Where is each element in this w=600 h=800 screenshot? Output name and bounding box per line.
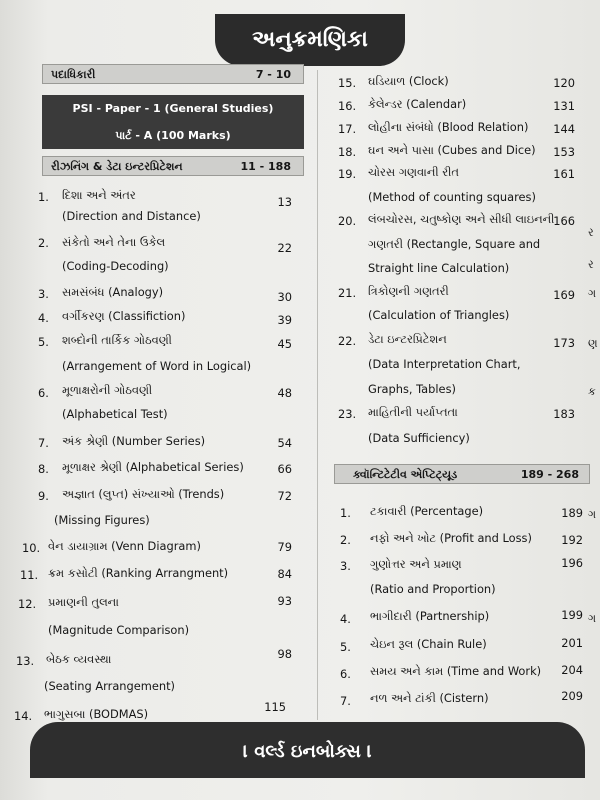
item-page: 30 [277, 290, 292, 304]
reasoning-label: રીઝનિંગ & ડેટા ઇન્ટરપ્રિટેશન [51, 160, 183, 173]
item-number: 7. [38, 436, 49, 450]
item-page: 72 [277, 489, 292, 503]
item-title: ગુણોત્તર અને પ્રમાણ [370, 557, 462, 571]
item-number: 16. [338, 99, 357, 113]
item-subtitle: (Alphabetical Test) [62, 407, 168, 421]
item-title: કેલેન્ડર (Calendar) [368, 97, 467, 111]
item-page: 22 [277, 241, 292, 255]
item-subtitle: (Ratio and Proportion) [370, 582, 496, 596]
item-number: 17. [338, 122, 357, 136]
item-page: 183 [553, 407, 575, 421]
item-page: 204 [561, 663, 583, 677]
edge-char: ક [588, 385, 596, 398]
item-subtitle: (Seating Arrangement) [44, 679, 175, 693]
item-number: 22. [338, 334, 357, 348]
item-number: 5. [340, 640, 351, 654]
item-page: 196 [561, 556, 583, 570]
item-page: 201 [561, 636, 583, 650]
item-title: ભાગુસબા (BODMAS) [44, 707, 149, 721]
item-number: 6. [340, 667, 351, 681]
item-title: ત્રિકોણની ગણતરી [368, 284, 449, 298]
item-number: 8. [38, 462, 49, 476]
item-title: ચેઇન રૂલ (Chain Rule) [370, 637, 487, 651]
item-page: 45 [277, 337, 292, 351]
item-number: 21. [338, 286, 357, 300]
paper-title: PSI - Paper - 1 (General Studies) [72, 102, 274, 115]
item-page: 192 [561, 533, 583, 547]
item-number: 10. [22, 541, 41, 555]
item-number: 3. [38, 287, 49, 301]
item-page: 131 [553, 99, 575, 113]
item-subtitle: (Method of counting squares) [368, 190, 536, 204]
item-title: ચોરસ ગણવાની રીત [368, 165, 459, 179]
item-page: 120 [553, 76, 575, 90]
item-title: નળ અને ટાંકી (Cistern) [370, 691, 489, 705]
item-title: સમસંબંધ (Analogy) [62, 285, 164, 299]
item-title: મૂળાક્ષર શ્રેણી (Alphabetical Series) [62, 460, 244, 474]
item-subtitle: Straight line Calculation) [368, 261, 510, 275]
quant-bar [334, 464, 590, 484]
item-page: 199 [561, 608, 583, 622]
item-number: 5. [38, 335, 49, 349]
item-number: 12. [18, 597, 37, 611]
item-title: દિશા અને અંતર [62, 188, 136, 202]
item-number: 19. [338, 167, 357, 181]
item-subtitle: Graphs, Tables) [368, 382, 456, 396]
edge-char: ણ [588, 337, 598, 350]
item-title: વર્ગીકરણ (Classifiction) [62, 309, 186, 323]
item-page: 93 [277, 594, 292, 608]
item-page: 169 [553, 288, 575, 302]
item-page: 66 [277, 462, 292, 476]
item-page: 79 [277, 540, 292, 554]
item-title: ઘડિયાળ (Clock) [368, 74, 449, 88]
item-page: 166 [553, 214, 575, 228]
item-page: 144 [553, 122, 575, 136]
item-title: વેન ડાયાગ્રામ (Venn Diagram) [48, 539, 201, 553]
item-page: 84 [277, 567, 292, 581]
item-page: 48 [277, 386, 292, 400]
item-page: 161 [553, 167, 575, 181]
item-subtitle: (Data Interpretation Chart, [368, 357, 521, 371]
edge-char: ર [588, 226, 594, 239]
item-title: ભાગીદારી (Partnership) [370, 609, 490, 623]
item-page: 173 [553, 336, 575, 350]
item-number: 1. [340, 506, 351, 520]
item-title: મૂળાક્ષરોની ગોઠવણી [62, 383, 153, 397]
item-number: 20. [338, 214, 357, 228]
item-number: 13. [16, 654, 35, 668]
item-subtitle: (Direction and Distance) [62, 209, 201, 223]
item-number: 9. [38, 489, 49, 503]
item-title: માહિતીની પર્યાપ્તતા [368, 405, 458, 419]
item-title: અજ્ઞાત (લુપ્ત) સંખ્યાઓ (Trends) [62, 487, 225, 501]
edge-char: ગ [588, 508, 597, 521]
item-title: ક્રમ કસોટી (Ranking Arrangment) [48, 566, 229, 580]
paper-box [42, 95, 304, 149]
item-subtitle: (Data Sufficiency) [368, 431, 470, 445]
reasoning-pages: 11 - 188 [240, 160, 291, 173]
item-number: 7. [340, 694, 351, 708]
item-title: ઘન અને પાસા (Cubes and Dice) [368, 143, 536, 157]
item-title: શબ્દોની તાર્કિક ગોઠવણી [62, 333, 172, 347]
item-title: ટકાવારી (Percentage) [370, 504, 484, 518]
edge-char: ગ [588, 287, 597, 300]
item-page: 189 [561, 506, 583, 520]
item-page: 153 [553, 145, 575, 159]
item-title: બેઠક વ્યવસ્થા [46, 652, 112, 666]
item-subtitle: (Calculation of Triangles) [368, 308, 510, 322]
edge-char: ગ [588, 612, 597, 625]
page-title: અનુક્રમણિકા [215, 14, 405, 66]
item-subtitle: (Magnitude Comparison) [48, 623, 190, 637]
column-divider [317, 70, 318, 720]
item-title: સમય અને કામ (Time and Work) [370, 664, 542, 678]
reasoning-bar [42, 156, 304, 176]
item-subtitle: ગણતરી (Rectangle, Square and [368, 237, 541, 251]
item-subtitle: (Coding-Decoding) [62, 259, 169, 273]
officer-label: પદાધિકારી [51, 68, 96, 81]
officer-bar [42, 64, 304, 84]
item-page: 39 [277, 313, 292, 327]
item-number: 23. [338, 407, 357, 421]
item-title: નફો અને ખોટ (Profit and Loss) [370, 531, 532, 545]
item-number: 15. [338, 76, 357, 90]
item-number: 18. [338, 145, 357, 159]
item-title: લોહીના સંબંધો (Blood Relation) [368, 120, 529, 134]
item-subtitle: (Arrangement of Word in Logical) [62, 359, 252, 373]
item-number: 2. [340, 533, 351, 547]
item-number: 6. [38, 386, 49, 400]
quant-pages: 189 - 268 [520, 468, 579, 481]
item-number: 3. [340, 559, 351, 573]
item-title: સંકેતો અને તેના ઉકેલ [62, 235, 166, 249]
item-number: 2. [38, 236, 49, 250]
item-title: પ્રમાણની તુલના [48, 595, 119, 609]
edge-char: ર [588, 258, 594, 271]
item-title: લંબચોરસ, ચતુષ્કોણ અને સીધી લાઇનની [368, 212, 555, 226]
item-page: 98 [277, 647, 292, 661]
item-title: ડેટા ઇન્ટરપ્રિટેશન [368, 332, 447, 346]
item-number: 14. [14, 709, 33, 723]
item-number: 11. [20, 568, 39, 582]
item-subtitle: (Missing Figures) [54, 513, 150, 527]
quant-label: ક્વૉન્ટિટેટીવ એપ્ટિટ્યૂડ [353, 468, 458, 481]
item-page: 209 [561, 689, 583, 703]
item-number: 4. [38, 311, 49, 325]
item-page: 54 [277, 436, 292, 450]
part-title: પાર્ટ - A (100 Marks) [115, 129, 231, 142]
item-number: 4. [340, 612, 351, 626]
item-page: 13 [277, 195, 292, 209]
item-title: અંક શ્રેણી (Number Series) [62, 434, 206, 448]
officer-pages: 7 - 10 [255, 68, 291, 81]
publisher-footer: । વર્લ્ડ ઇનબોક્સ । [30, 722, 585, 778]
item-number: 1. [38, 190, 49, 204]
item-page: 115 [264, 700, 286, 714]
